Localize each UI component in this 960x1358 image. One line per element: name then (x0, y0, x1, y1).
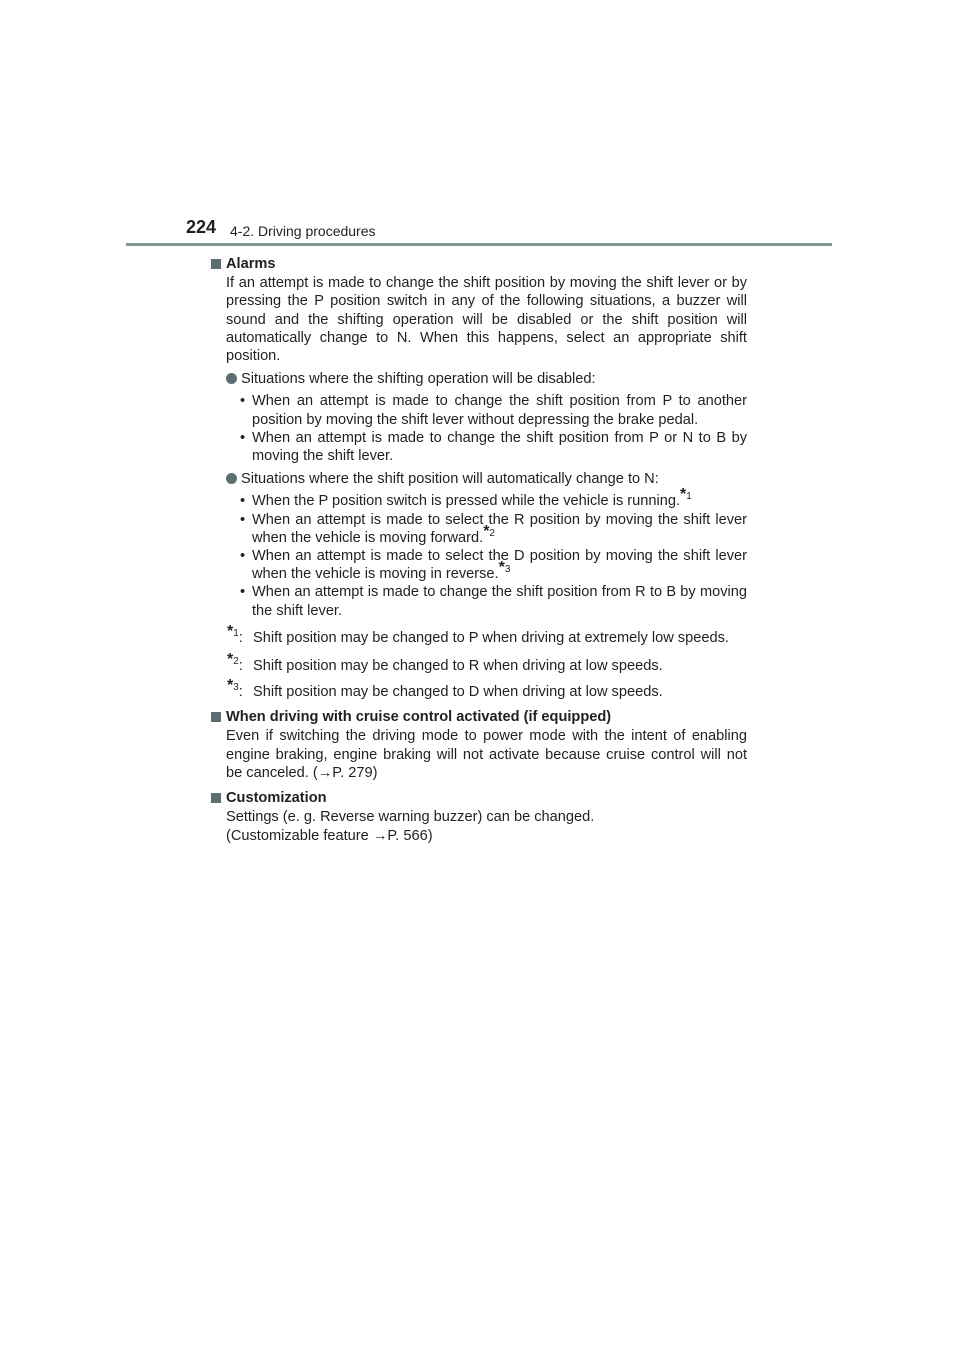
alarms-intro: If an attempt is made to change the shift position by moving the shift lever or by pressing the P position switch in any of the following situations, a buzzer will sound and the shifting operation will be disabled or the shift position will automatically change to N. When this happens, select an appropriate shift position. (226, 275, 747, 365)
list-item-text: When an attempt is made to select the D position by moving the shift lever when the vehicle is moving in reverse. (252, 548, 747, 583)
list-item (210, 583, 747, 619)
list-item (210, 547, 747, 583)
square-bullet-icon (211, 712, 221, 722)
page-number: 224 (186, 217, 217, 237)
list-item (210, 392, 747, 428)
bullet-mark: • (240, 511, 246, 528)
list-item-text: When an attempt is made to change the shift position from R to B by moving the shift lever. (252, 584, 747, 619)
auto-n-situations-list (210, 486, 747, 619)
custom-heading (210, 789, 747, 807)
disabled-situations-heading (210, 370, 747, 388)
custom-line-2: (Customizable feature →P. 566) (226, 828, 433, 845)
bullet-mark: • (240, 493, 246, 510)
bullet-mark: • (240, 429, 246, 446)
list-item-text: When an attempt is made to change the shift position from P or N to B by moving the shift lever. (252, 429, 747, 465)
bullet-mark: • (240, 548, 246, 565)
custom-title: Customization (226, 790, 327, 807)
alarms-title: Alarms (226, 256, 276, 272)
footnote-3 (210, 677, 747, 701)
list-item-text: When an attempt is made to change the shift position from P to another position by moving the shift lever without depressing the brake pedal. (252, 393, 747, 428)
page-link[interactable]: P. 279) (332, 764, 378, 781)
header-rule (126, 243, 832, 246)
page-content (210, 255, 747, 846)
list-item (210, 486, 747, 510)
footnote-mark: *$^3$: (227, 677, 243, 701)
bullet-mark: • (240, 393, 246, 410)
footnote-2 (210, 651, 747, 675)
list-item (210, 511, 747, 547)
bullet-mark: • (240, 584, 246, 601)
arrow-right-icon: → (317, 764, 333, 781)
footnote-ref: 3 (504, 564, 511, 576)
list-item (210, 429, 747, 465)
page-link[interactable]: P. 566) (387, 828, 433, 845)
footnote-mark: *$^2$: (227, 651, 243, 674)
footnote-ref: 2 (489, 527, 495, 539)
footnote-star: * (498, 559, 505, 577)
auto-n-situations-heading (210, 470, 747, 488)
alarms-heading (210, 255, 747, 273)
disabled-situations-title: Situations where the shifting operation will be disabled: (241, 371, 596, 388)
footnote-text: Shift position may be changed to R when driving at low speeds. (253, 657, 663, 674)
footnote-text: Shift position may be changed to D when driving at low speeds. (253, 684, 663, 701)
disabled-situations-list (210, 392, 747, 465)
list-item-text: When the P position switch is pressed while the vehicle is running. (252, 493, 681, 510)
cruise-title: When driving with cruise control activated (if equipped) (226, 709, 612, 726)
circle-bullet-icon (226, 373, 237, 384)
footnote-mark: *$^1$: (227, 623, 243, 646)
square-bullet-icon (211, 259, 221, 269)
footnote-text: Shift position may be changed to P when driving at extremely low speeds. (253, 629, 729, 646)
cruise-heading (210, 708, 747, 726)
circle-bullet-icon (226, 473, 237, 484)
list-item-text: When an attempt is made to select the R position by moving the shift lever when the vehicle is moving forward. (252, 511, 747, 546)
footnote-1 (210, 623, 747, 649)
section-title: 4-2. Driving procedures (230, 223, 376, 239)
square-bullet-icon (211, 793, 221, 803)
cruise-text: Even if switching the driving mode to power mode with the intent of enabling engine braking, engine braking will not activate because cruise control will not be canceled. (→P. 279) (226, 728, 747, 781)
footnote-star: * (680, 486, 687, 504)
arrow-right-icon: → (372, 828, 388, 845)
footnote-star: * (483, 522, 490, 540)
auto-n-situations-title: Situations where the shift position will automatically change to N: (241, 471, 659, 488)
footnote-ref: 1 (686, 491, 692, 503)
custom-line-1: Settings (e. g. Reverse warning buzzer) can be changed. (226, 809, 595, 826)
